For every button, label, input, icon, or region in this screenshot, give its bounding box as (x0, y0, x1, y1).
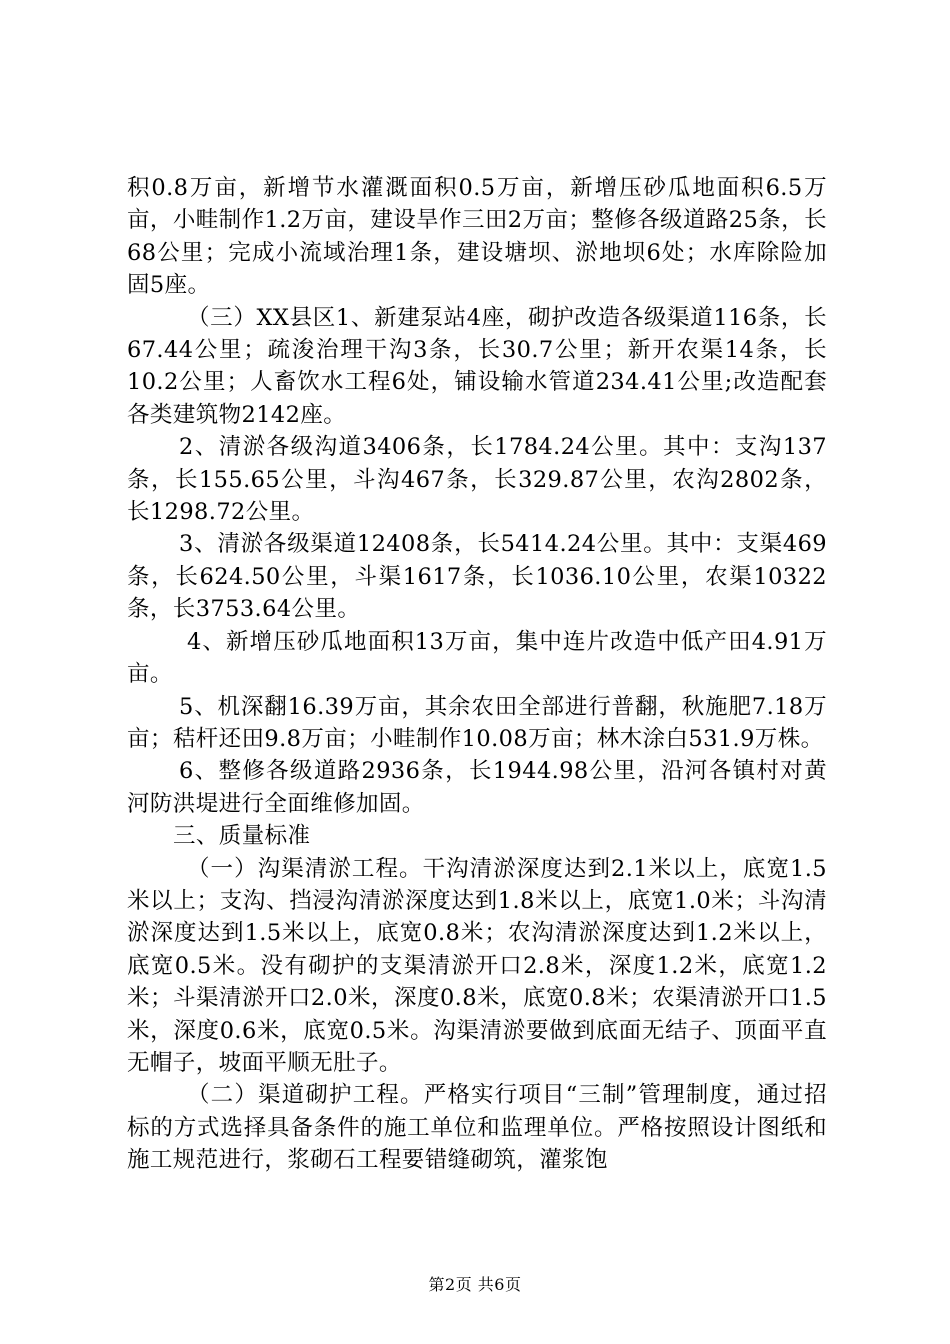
paragraph-continued-statistics: 积0.8万亩，新增节水灌溉面积0.5万亩，新增压砂瓜地面积6.5万亩，小畦制作1.2万亩，建设旱作三田2万亩；整修各级道路25条，长68公里；完成小流域治理1条，建设塘坝、淤地坝6处；水库除险加固5座。 (127, 175, 827, 299)
paragraph-item-2: 2、清淤各级沟道3406条，长1784.24公里。其中：支沟137条，长155.65公里，斗沟467条，长329.87公里，农沟2802条，长1298.72公里。 (127, 434, 827, 526)
paragraph-item-6: 6、整修各级道路2936条，长1944.98公里，沿河各镇村对黄河防洪堤进行全面维修加固。 (127, 758, 827, 817)
paragraph-ditch-dredging: （一）沟渠清淤工程。干沟清淤深度达到2.1米以上，底宽1.5米以上；支沟、挡浸沟清淤深度达到1.8米以上，底宽1.0米；斗沟清淤深度达到1.5米以上，底宽0.8米；农沟清淤深度达到1.2米以上，底宽0.5米。没有砌护的支渠清淤开口2.8米，深度1.2米，底宽1.2米；斗渠清淤开口2.0米，深度0.8米，底宽0.8米；农渠清淤开口1.5米，深度0.6米，底宽0.5米。沟渠清淤要做到底面无结子、顶面平直无帽子，坡面平顺无肚子。 (127, 855, 827, 1076)
paragraph-item-4: 4、新增压砂瓜地面积13万亩，集中连片改造中低产田4.91万亩。 (127, 628, 827, 688)
page-number-footer: 第2页 共6页 (428, 1275, 522, 1294)
document-body (127, 172, 827, 1177)
paragraph-channel-lining: （二）渠道砌护工程。严格实行项目“三制”管理制度，通过招标的方式选择具备条件的施工单位和监理单位。严格按照设计图纸和施工规范进行，浆砌石工程要错缝砌筑，灌浆饱 (127, 1082, 827, 1174)
paragraph-section-3: （三）XX县区1、新建泵站4座，砌护改造各级渠道116条，长67.44公里；疏浚治理干沟3条，长30.7公里；新开农渠14条，长10.2公里；人畜饮水工程6处，铺设输水管道234.41公里;改造配套各类建筑物2142座。 (127, 304, 827, 428)
paragraph-item-3: 3、清淤各级渠道12408条，长5414.24公里。其中：支渠469条，长624.50公里，斗渠1617条，长1036.10公里，农渠10322条，长3753.64公里。 (127, 531, 827, 623)
section-heading-quality-standards: 三、质量标准 (173, 823, 311, 850)
paragraph-item-5: 5、机深翻16.39万亩，其余农田全部进行普翻，秋施肥7.18万亩；秸杆还田9.8万亩；小畦制作10.08万亩；林木涂白531.9万株。 (127, 693, 827, 752)
